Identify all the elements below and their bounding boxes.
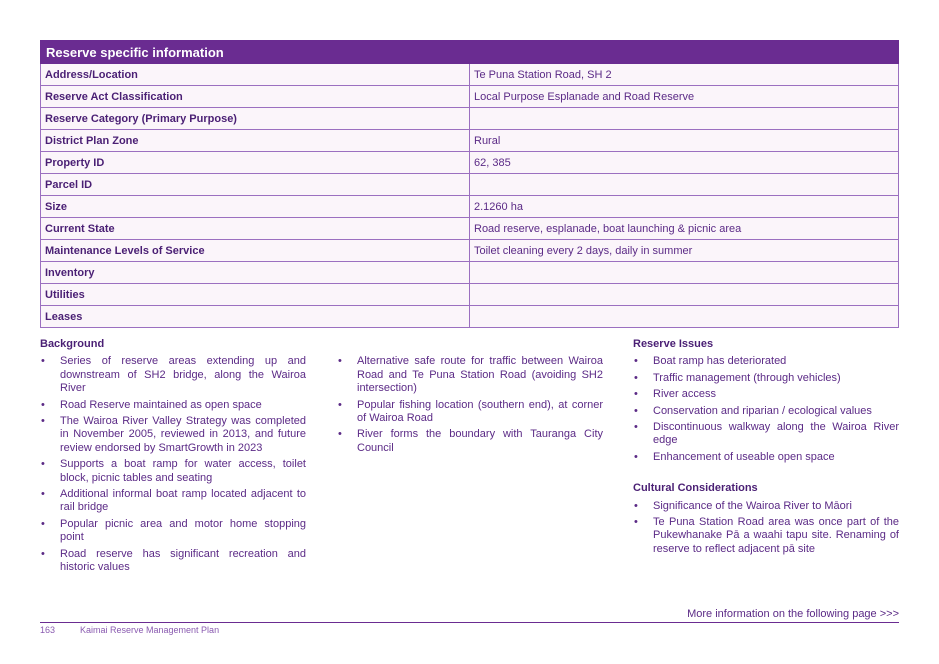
row-value: Rural bbox=[470, 130, 899, 152]
row-label: District Plan Zone bbox=[41, 130, 470, 152]
table-row bbox=[41, 262, 899, 284]
table-row bbox=[41, 218, 899, 240]
row-value: 62, 385 bbox=[470, 152, 899, 174]
background-list-continued bbox=[337, 355, 603, 455]
more-info-link[interactable]: More information on the following page >>> bbox=[687, 608, 899, 620]
list-item: • Traffic management (through vehicles) bbox=[633, 372, 899, 385]
row-value bbox=[470, 284, 899, 306]
table-row bbox=[41, 240, 899, 262]
row-value: Te Puna Station Road, SH 2 bbox=[470, 64, 899, 86]
list-item: • Road reserve has significant recreation and historic values bbox=[40, 548, 306, 575]
table-row bbox=[41, 196, 899, 218]
cultural-considerations-heading: Cultural Considerations bbox=[633, 482, 758, 495]
list-item: • Te Puna Station Road area was once part of the Pukewhanake Pā a waahi tapu site. Renaming of reserve to reflect adjacent pā site bbox=[633, 516, 899, 556]
row-value bbox=[470, 262, 899, 284]
row-value bbox=[470, 306, 899, 328]
background-heading: Background bbox=[40, 338, 105, 350]
list-item: • River access bbox=[633, 388, 899, 401]
reserve-info-table bbox=[40, 40, 899, 328]
list-item: • River forms the boundary with Tauranga City Council bbox=[337, 428, 603, 455]
table-row bbox=[41, 306, 899, 328]
row-label: Size bbox=[41, 196, 470, 218]
list-item: • Supports a boat ramp for water access, toilet block, picnic tables and seating bbox=[40, 458, 306, 485]
row-value: Road reserve, esplanade, boat launching & picnic area bbox=[470, 218, 899, 240]
list-item: • Popular fishing location (southern end), at corner of Wairoa Road bbox=[337, 399, 603, 426]
row-label: Utilities bbox=[41, 284, 470, 306]
row-label: Address/Location bbox=[41, 64, 470, 86]
table-row bbox=[41, 174, 899, 196]
table-title: Reserve specific information bbox=[41, 41, 899, 64]
document-title: Kaimai Reserve Management Plan bbox=[80, 625, 220, 635]
list-item: • Additional informal boat ramp located adjacent to rail bridge bbox=[40, 488, 306, 515]
row-value: Local Purpose Esplanade and Road Reserve bbox=[470, 86, 899, 108]
list-item: • Series of reserve areas extending up and downstream of SH2 bridge, along the Wairoa River bbox=[40, 355, 306, 395]
row-label: Maintenance Levels of Service bbox=[41, 240, 470, 262]
reserve-issues-list bbox=[633, 355, 899, 464]
reserve-issues-heading: Reserve Issues bbox=[633, 338, 714, 350]
table-body bbox=[41, 64, 899, 328]
footer-divider bbox=[40, 622, 899, 623]
table-row bbox=[41, 152, 899, 174]
row-value: Toilet cleaning every 2 days, daily in summer bbox=[470, 240, 899, 262]
page-number: 163 bbox=[40, 625, 56, 635]
row-label: Parcel ID bbox=[41, 174, 470, 196]
row-value bbox=[470, 108, 899, 130]
table-row bbox=[41, 108, 899, 130]
row-label: Inventory bbox=[41, 262, 470, 284]
row-label: Reserve Category (Primary Purpose) bbox=[41, 108, 470, 130]
list-item: • The Wairoa River Valley Strategy was completed in November 2005, reviewed in 2013, and future review endorsed by SmartGrowth in 2023 bbox=[40, 415, 306, 455]
list-item: • Significance of the Wairoa River to Māori bbox=[633, 500, 899, 513]
table-row bbox=[41, 64, 899, 86]
issues-column bbox=[633, 338, 899, 559]
list-item: • Alternative safe route for traffic between Wairoa Road and Te Puna Station Road (avoiding SH2 intersection) bbox=[337, 355, 603, 395]
cultural-considerations-list bbox=[633, 500, 899, 557]
table-row bbox=[41, 86, 899, 108]
background-column-1 bbox=[40, 338, 306, 578]
list-item: • Popular picnic area and motor home stopping point bbox=[40, 518, 306, 545]
row-value: 2.1260 ha bbox=[470, 196, 899, 218]
list-item: • Discontinuous walkway along the Wairoa River edge bbox=[633, 421, 899, 448]
list-item: • Enhancement of useable open space bbox=[633, 451, 899, 464]
row-label: Property ID bbox=[41, 152, 470, 174]
row-label: Reserve Act Classification bbox=[41, 86, 470, 108]
row-label: Leases bbox=[41, 306, 470, 328]
table-row bbox=[41, 284, 899, 306]
row-label: Current State bbox=[41, 218, 470, 240]
table-row bbox=[41, 130, 899, 152]
background-column-2 bbox=[337, 338, 603, 458]
row-value bbox=[470, 174, 899, 196]
background-list bbox=[40, 355, 306, 574]
list-item: • Boat ramp has deteriorated bbox=[633, 355, 899, 368]
list-item: • Conservation and riparian / ecological values bbox=[633, 405, 899, 418]
list-item: • Road Reserve maintained as open space bbox=[40, 399, 306, 412]
